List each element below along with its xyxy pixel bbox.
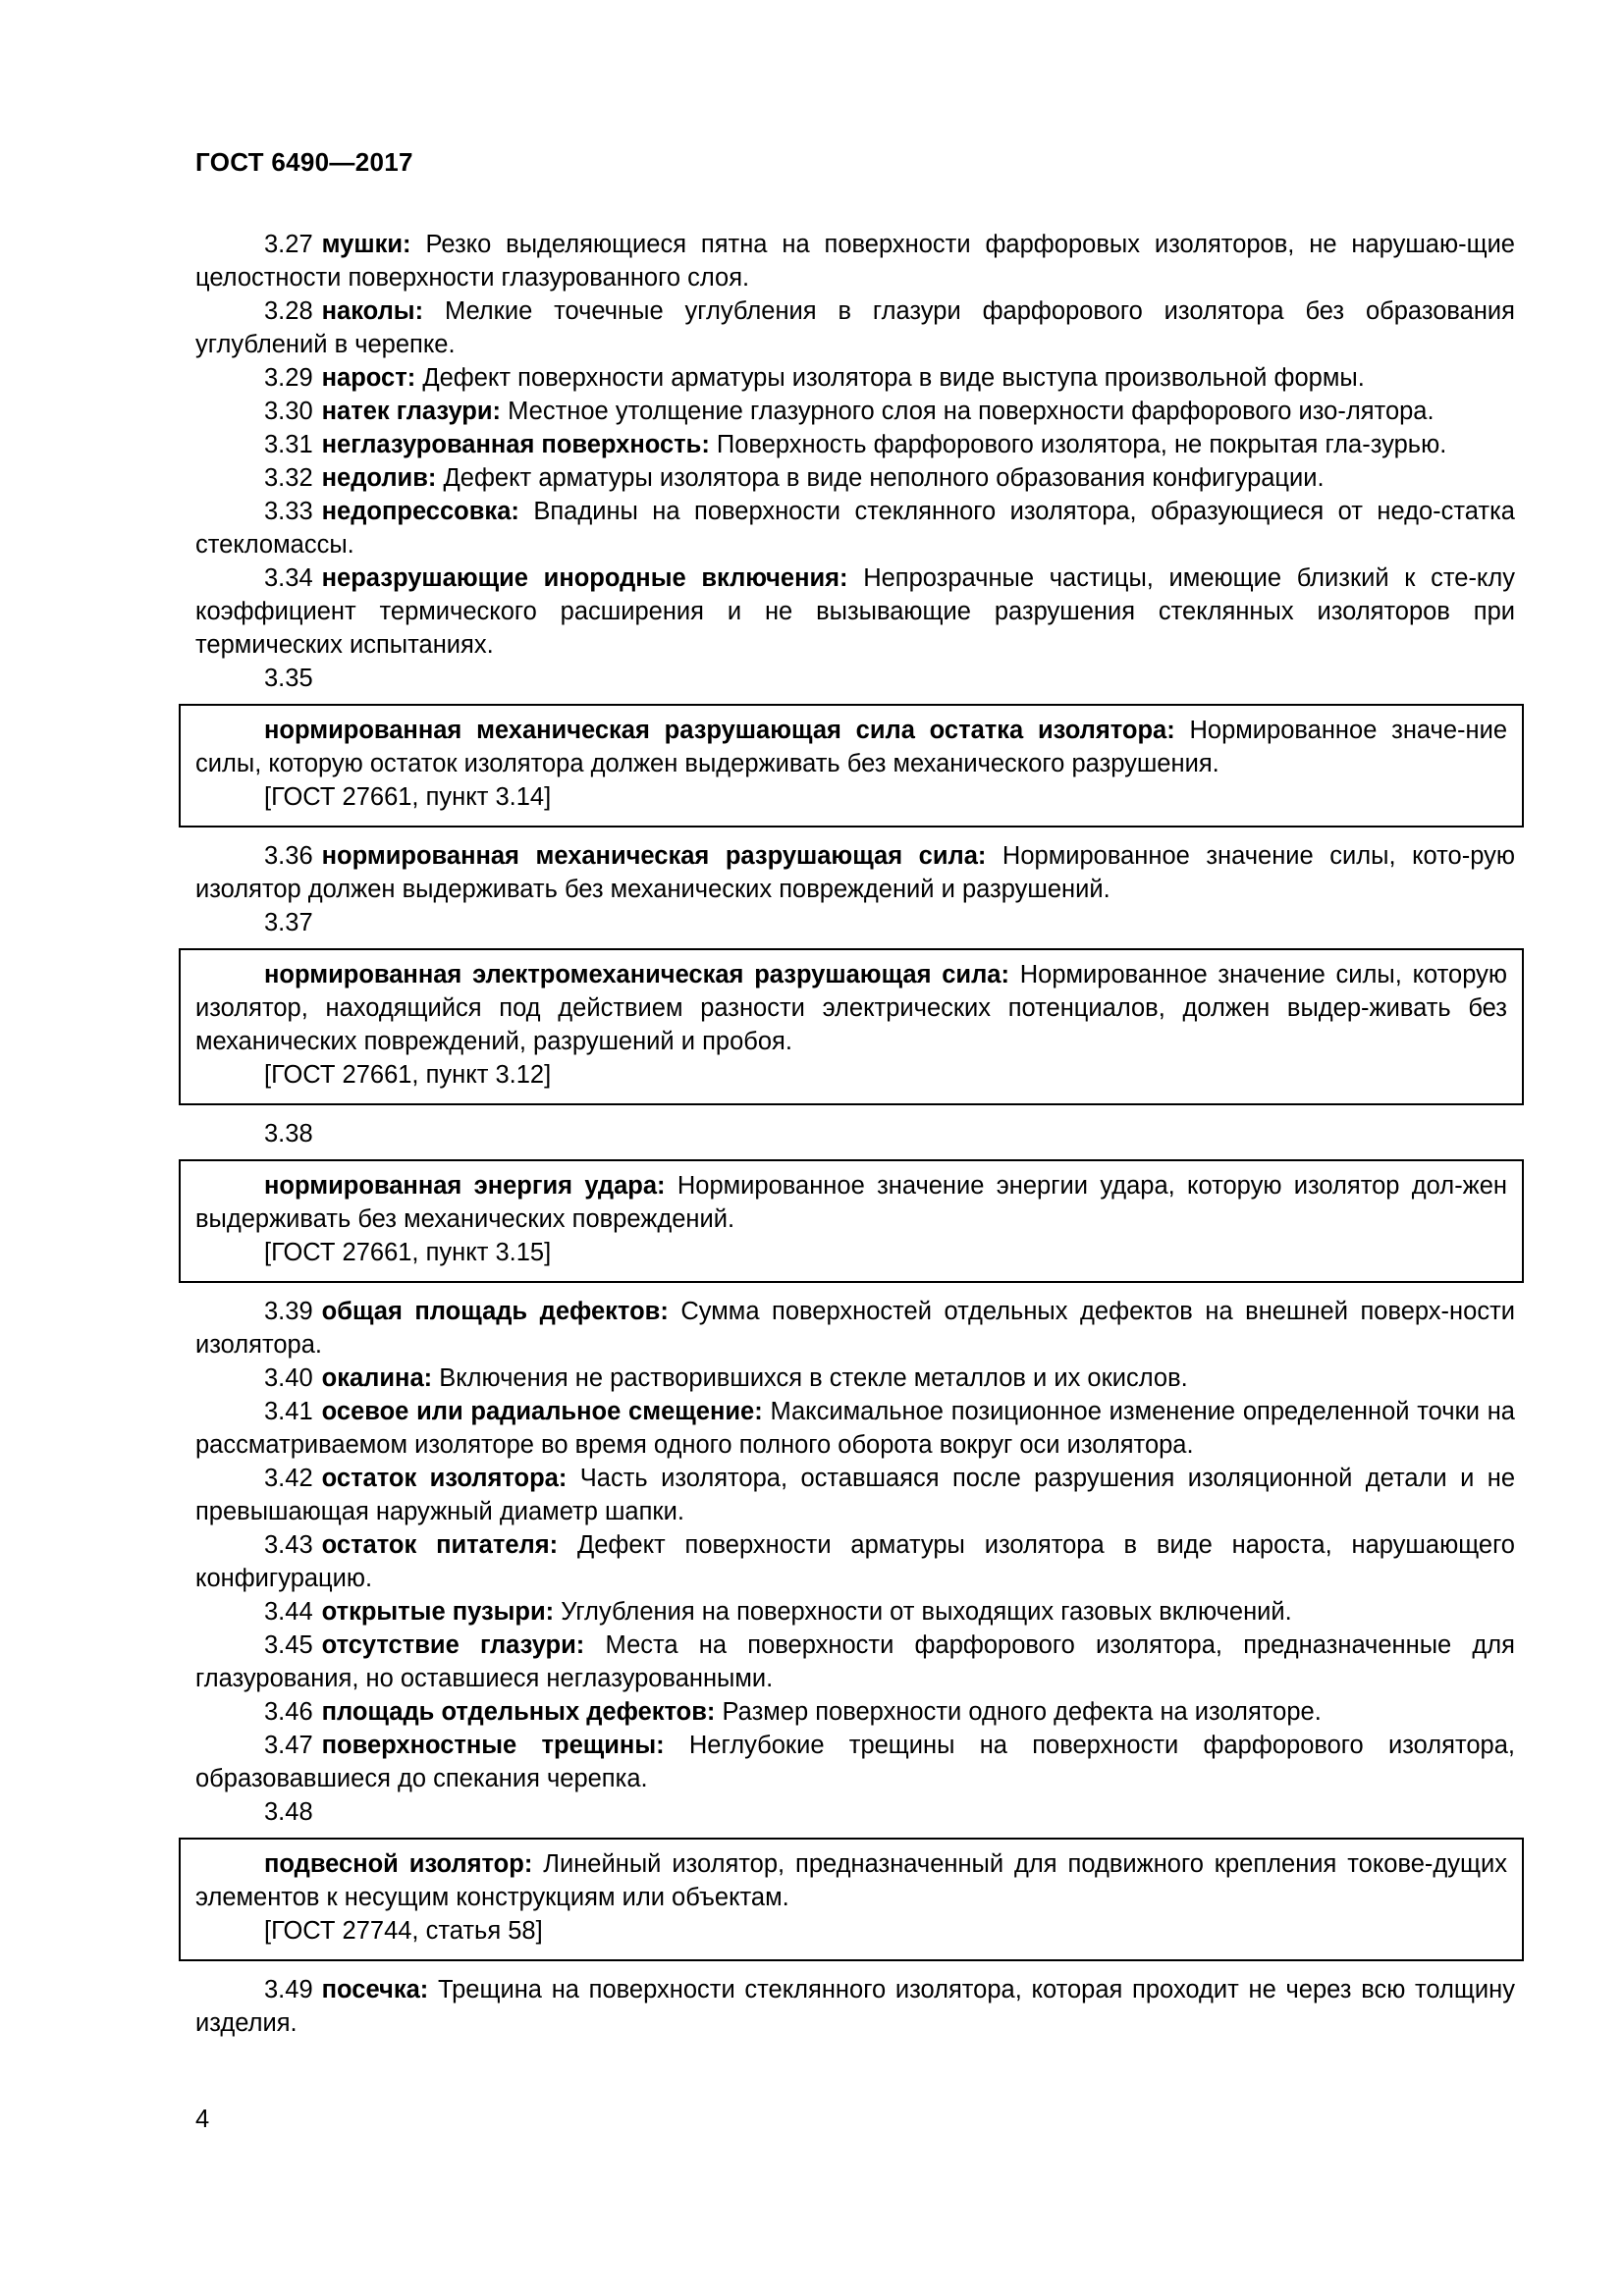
term-definition: Непрозрачные частицы, имеющие близкий к сте-клу коэффициент термического расширения и не вызывающие разрушения стеклянных изоляторов при термических испытаниях.: [195, 564, 1516, 659]
term-definition: Углубления на поверхности от выходящих газовых включений.: [561, 1598, 1292, 1626]
source-reference: [ГОСТ 27661, пункт 3.15]: [264, 1239, 552, 1266]
source-reference: [ГОСТ 27744, статья 58]: [264, 1917, 543, 1945]
term-entry: [195, 428, 1515, 461]
term-definition: Включения не растворившихся в стекле металлов и их окислов.: [439, 1364, 1188, 1392]
term-entry: [195, 1595, 1515, 1629]
quoted-term-box: [179, 1159, 1524, 1283]
term-name: открытые пузыри:: [321, 1598, 555, 1626]
term-number: 3.40: [264, 1364, 313, 1392]
terms-list: [195, 228, 1515, 2040]
term-number: 3.46: [264, 1698, 313, 1726]
term-entry: [195, 561, 1515, 662]
term-definition: Места на поверхности фарфорового изолятора, предназначенные для глазурования, но оставшиеся неглазурованными.: [195, 1631, 1515, 1692]
term-number: 3.34: [264, 564, 313, 592]
term-entry: [195, 395, 1515, 428]
term-entry: [195, 1629, 1515, 1695]
term-name: нормированная механическая разрушающая сила:: [321, 842, 987, 870]
term-entry: [195, 958, 1507, 1058]
term-definition: Впадины на поверхности стеклянного изолятора, образующиеся от недо-статка стекломассы.: [195, 498, 1515, 559]
term-entry: [195, 1729, 1515, 1795]
term-number: 3.29: [264, 364, 313, 392]
term-definition: Сумма поверхностей отдельных дефектов на внешней поверх-ности изолятора.: [195, 1298, 1515, 1359]
term-number: 3.45: [264, 1631, 313, 1659]
term-name: остаток питателя:: [321, 1531, 559, 1559]
term-name: подвесной изолятор:: [264, 1850, 533, 1878]
term-name: поверхностные трещины:: [321, 1732, 665, 1759]
term-definition: Нормированное значение силы, которую изолятор, находящийся под действием разности электрических потенциалов, должен выдер-живать без механических повреждений, разрушений и пробоя.: [195, 961, 1507, 1055]
term-name: мушки:: [321, 231, 411, 258]
term-number: 3.41: [264, 1398, 313, 1425]
term-definition: Местное утолщение глазурного слоя на поверхности фарфорового изо-лятора.: [508, 398, 1435, 425]
term-entry: [195, 1295, 1515, 1362]
source-reference: [ГОСТ 27661, пункт 3.12]: [264, 1061, 552, 1089]
term-name: нормированная электромеханическая разрушающая сила:: [264, 961, 1009, 988]
document-header: ГОСТ 6490—2017: [195, 147, 413, 177]
term-definition: Максимальное позиционное изменение определенной точки на рассматриваемом изоляторе во время одного полного оборота вокруг оси изолятора.: [195, 1398, 1515, 1459]
term-name: общая площадь дефектов:: [321, 1298, 669, 1325]
term-name: нормированная энергия удара:: [264, 1172, 666, 1200]
term-definition: Дефект поверхности арматуры изолятора в виде выступа произвольной формы.: [422, 364, 1365, 392]
term-number: 3.44: [264, 1598, 313, 1626]
term-definition: Часть изолятора, оставшаяся после разрушения изоляционной детали и не превышающая наружный диаметр шапки.: [195, 1465, 1515, 1525]
term-number: 3.33: [264, 498, 313, 525]
term-name: недопрессовка:: [321, 498, 519, 525]
page-number: 4: [195, 2106, 210, 2133]
quoted-term-box: [179, 1838, 1524, 1961]
term-name: нормированная механическая разрушающая сила остатка изолятора:: [264, 717, 1175, 744]
term-name: неглазурованная поверхность:: [321, 431, 710, 458]
term-definition: Неглубокие трещины на поверхности фарфорового изолятора, образовавшиеся до спекания черепка.: [195, 1732, 1515, 1792]
term-definition: Поверхность фарфорового изолятора, не покрытая гла-зурью.: [716, 431, 1447, 458]
term-definition: Мелкие точечные углубления в глазури фарфорового изолятора без образования углублений в черепке.: [195, 297, 1515, 358]
term-number: 3.27: [264, 231, 313, 258]
term-number: 3.35: [264, 665, 313, 692]
term-definition: Линейный изолятор, предназначенный для подвижного крепления токове-дущих элементов к несущим конструкциям или объектам.: [195, 1850, 1507, 1911]
term-number: 3.30: [264, 398, 313, 425]
term-name: неразрушающие инородные включения:: [321, 564, 848, 592]
term-name: окалина:: [321, 1364, 433, 1392]
term-number: 3.37: [264, 909, 313, 936]
term-definition: Нормированное значение силы, кото-рую изолятор должен выдерживать без механических повреждений и разрушений.: [195, 842, 1515, 903]
term-entry: [195, 1973, 1515, 2040]
term-entry: [195, 714, 1507, 780]
term-definition: Размер поверхности одного дефекта на изоляторе.: [722, 1698, 1322, 1726]
term-entry: [195, 1169, 1507, 1236]
term-name: площадь отдельных дефектов:: [321, 1698, 716, 1726]
term-name: нарост:: [321, 364, 416, 392]
source-reference: [ГОСТ 27661, пункт 3.14]: [264, 783, 552, 811]
term-number: 3.39: [264, 1298, 313, 1325]
quoted-term-box: [179, 948, 1524, 1105]
term-entry: [195, 1847, 1507, 1914]
term-name: натек глазури:: [321, 398, 502, 425]
term-name: наколы:: [321, 297, 424, 325]
term-entry: [195, 361, 1515, 395]
term-number: 3.31: [264, 431, 313, 458]
term-entry: [195, 1528, 1515, 1595]
term-definition: Трещина на поверхности стеклянного изолятора, которая проходит не через всю толщину изделия.: [195, 1976, 1515, 2037]
term-entry: [195, 839, 1515, 906]
term-definition: Нормированное значе-ние силы, которую остаток изолятора должен выдерживать без механического разрушения.: [195, 717, 1508, 777]
term-number: 3.47: [264, 1732, 313, 1759]
term-entry: [195, 1362, 1515, 1395]
term-name: отсутствие глазури:: [321, 1631, 585, 1659]
term-definition: Резко выделяющиеся пятна на поверхности фарфоровых изоляторов, не нарушаю-щие целостности поверхности глазурованного слоя.: [195, 231, 1515, 292]
term-number: 3.32: [264, 464, 313, 492]
term-entry: [195, 294, 1515, 361]
term-number: 3.38: [264, 1120, 313, 1148]
term-entry: [195, 228, 1515, 294]
term-entry: [195, 1462, 1515, 1528]
term-number: 3.36: [264, 842, 313, 870]
term-entry: [195, 1695, 1515, 1729]
term-name: остаток изолятора:: [321, 1465, 568, 1492]
term-name: осевое или радиальное смещение:: [321, 1398, 763, 1425]
quoted-term-box: [179, 704, 1524, 828]
term-entry: [195, 1395, 1515, 1462]
term-name: недолив:: [321, 464, 437, 492]
term-number: 3.42: [264, 1465, 313, 1492]
term-number: 3.43: [264, 1531, 313, 1559]
term-entry: [195, 495, 1515, 561]
term-definition: Дефект поверхности арматуры изолятора в виде нароста, нарушающего конфигурацию.: [195, 1531, 1515, 1592]
term-name: посечка:: [321, 1976, 429, 2003]
term-number: 3.28: [264, 297, 313, 325]
term-definition: Нормированное значение энергии удара, которую изолятор дол-жен выдерживать без механических повреждений.: [195, 1172, 1508, 1233]
term-definition: Дефект арматуры изолятора в виде неполного образования конфигурации.: [443, 464, 1325, 492]
term-entry: [195, 461, 1515, 495]
term-number: 3.49: [264, 1976, 313, 2003]
term-number: 3.48: [264, 1798, 313, 1826]
